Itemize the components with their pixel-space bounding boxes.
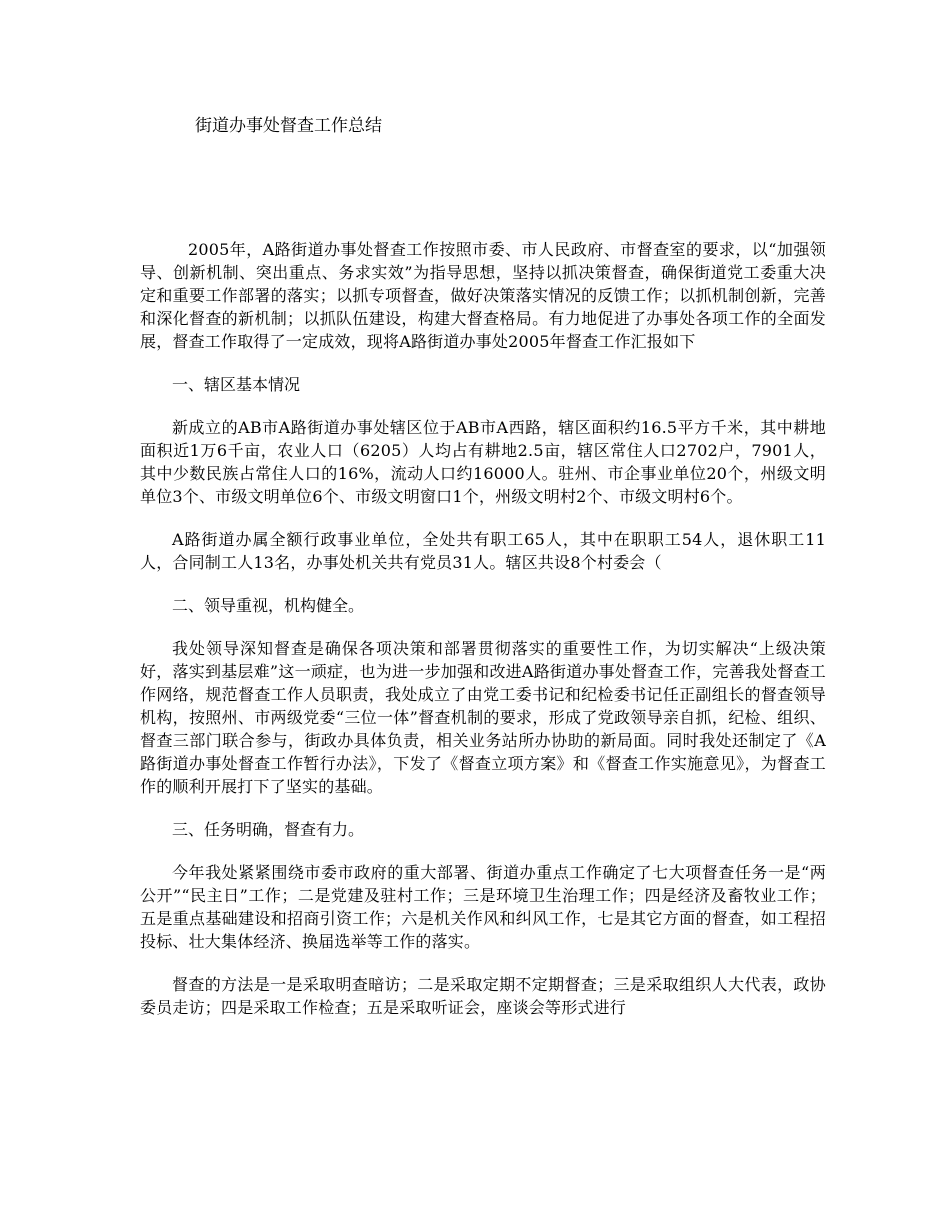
intro-paragraph: 2005年，A路街道办事处督查工作按照市委、市人民政府、市督查室的要求，以“加强领导、创新机制、突出重点、务求实效”为指导思想，坚持以抓决策督查，确保街道党工委重大决定和重要工作部署的落实；以抓专项督查，做好决策落实情况的反馈工作；以抓机制创新，完善和深化督查的新机制；以抓队伍建设，构建大督查格局。有力地促进了办事处各项工作的全面发展，督查工作取得了一定成效，现将A路街道办事处2005年督查工作汇报如下 [140, 240, 826, 351]
document-title: 街道办事处督查工作总结 [195, 116, 382, 136]
section-3-heading: 三、任务明确，督查有力。 [172, 820, 365, 839]
section-1-heading: 一、辖区基本情况 [172, 375, 301, 394]
section-2-heading: 二、领导重视，机构健全。 [172, 596, 365, 615]
document-body [140, 238, 826, 1039]
section-2-paragraph-1: 我处领导深知督查是确保各项决策和部署贯彻落实的重要性工作，为切实解决“上级决策好，落实到基层难”这一顽症，也为进一步加强和改进A路街道办事处督查工作，完善我处督查工作网络，规范督查工作人员职责，我处成立了由党工委书记和纪检委书记任正副组长的督查领导机构，按照州、市两级党委“三位一体”督查机制的要求，形成了党政领导亲自抓，纪检、组织、督查三部门联合参与，街政办具体负责，相关业务站所办协助的新局面。同时我处还制定了《A路街道办事处督查工作暂行办法》，下发了《督查立项方案》和《督查工作实施意见》，为督查工作的顺利开展打下了坚实的基础。 [140, 639, 826, 796]
section-3-paragraph-2: 督查的方法是一是采取明查暗访；二是采取定期不定期督查；三是采取组织人大代表，政协委员走访；四是采取工作检查；五是采取听证会，座谈会等形式进行 [140, 975, 826, 1017]
section-1-paragraph-2: A路街道办属全额行政事业单位，全处共有职工65人，其中在职职工54人，退休职工11人，合同制工人13名，办事处机关共有党员31人。辖区共设8个村委会（ [140, 530, 826, 572]
section-1-paragraph-1: 新成立的AB市A路街道办事处辖区位于AB市A西路，辖区面积约16.5平方千米，其中耕地面积近1万6千亩，农业人口（6205）人均占有耕地2.5亩，辖区常住人口2702户，7901人，其中少数民族占常住人口的16%，流动人口约16000人。驻州、市企事业单位20个，州级文明单位3个、市级文明单位6个、市级文明窗口1个，州级文明村2个、市级文明村6个。 [140, 418, 826, 506]
section-3-paragraph-1: 今年我处紧紧围绕市委市政府的重大部署、街道办重点工作确定了七大项督查任务一是“两公开”“民主日”工作；二是党建及驻村工作；三是环境卫生治理工作；四是经济及畜牧业工作；五是重点基础建设和招商引资工作；六是机关作风和纠风工作，七是其它方面的督查，如工程招投标、壮大集体经济、换届选举等工作的落实。 [140, 863, 826, 951]
